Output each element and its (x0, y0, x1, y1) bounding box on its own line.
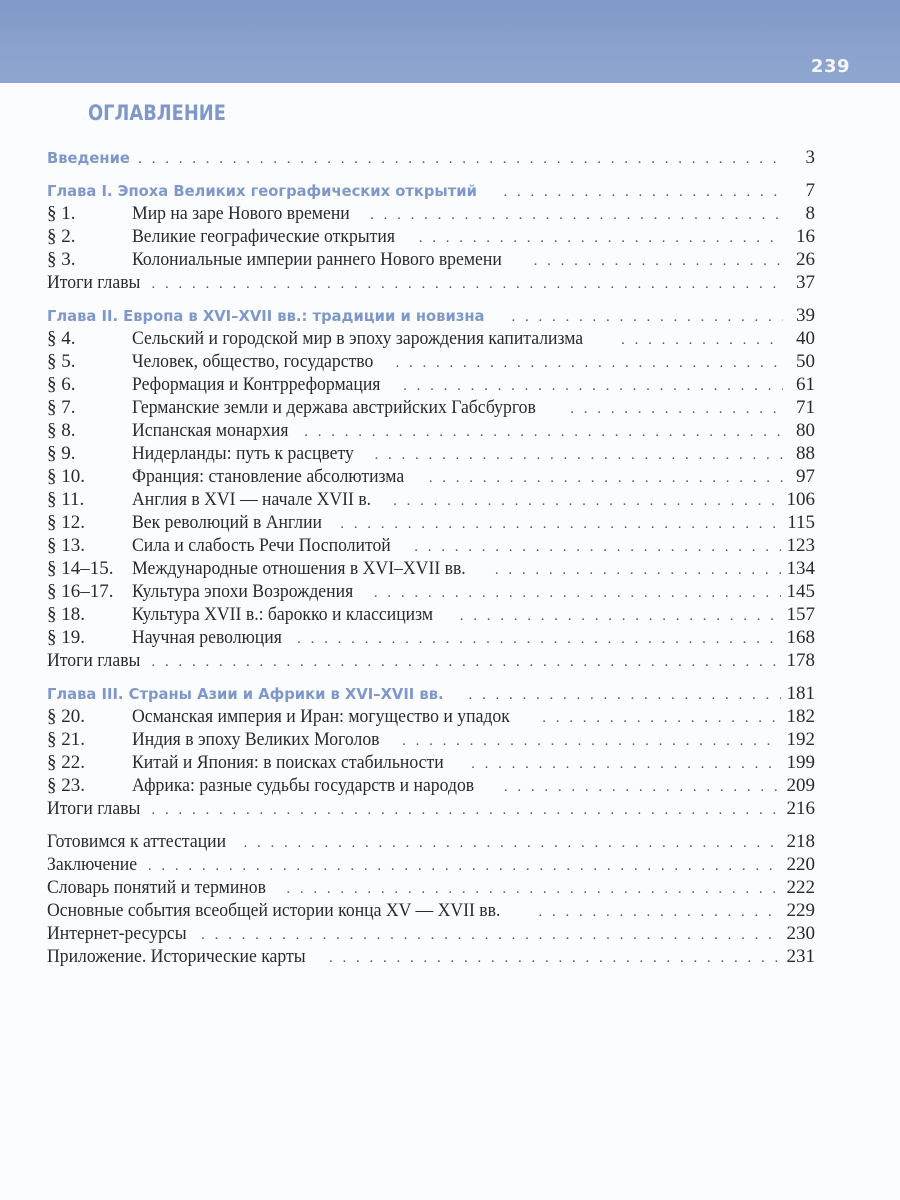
page-title: ОГЛАВЛЕНИЕ (88, 101, 226, 125)
section-page: 123 (786, 535, 815, 556)
section-title: Научная революция (132, 627, 282, 648)
dot-leader (504, 181, 783, 204)
section-number: § 7. (47, 397, 76, 418)
toc-section[interactable] (47, 419, 815, 442)
section-number: § 6. (47, 374, 76, 395)
section-title: Культура XVII в.: барокко и классицизм (132, 604, 434, 625)
dot-leader (244, 832, 781, 855)
toc-appendix-item[interactable] (47, 853, 815, 876)
section-title: Индия в эпоху Великих Моголов (132, 729, 380, 750)
toc-section[interactable] (47, 728, 815, 751)
dot-leader (396, 352, 783, 375)
section-page: 157 (786, 604, 815, 625)
dot-leader (329, 947, 780, 970)
dot-leader (151, 799, 780, 822)
dot-leader (148, 855, 781, 878)
toc-entry-intro[interactable] (47, 146, 815, 169)
dot-leader (429, 467, 783, 490)
section-number: § 16–17. (47, 581, 114, 602)
entry-title: Введение (47, 149, 130, 167)
toc-appendix-item[interactable] (47, 876, 815, 899)
section-number: § 18. (47, 604, 85, 625)
header-band (0, 0, 900, 83)
section-number: § 22. (47, 752, 85, 773)
section-title: Сила и слабость Речи Посполитой (132, 535, 391, 556)
dot-leader (495, 559, 781, 582)
toc-chapter-summary[interactable] (47, 649, 815, 672)
toc-appendix-item[interactable] (47, 830, 815, 853)
entry-page: 3 (805, 147, 815, 168)
section-page: 134 (786, 558, 815, 579)
section-number: § 19. (47, 627, 85, 648)
section-page: 97 (796, 466, 815, 487)
appendix-page: 220 (786, 854, 815, 875)
dot-leader (370, 204, 783, 227)
toc-section[interactable] (47, 534, 815, 557)
dot-leader (460, 605, 781, 628)
section-page: 182 (786, 706, 815, 727)
dot-leader (393, 490, 780, 513)
section-number: § 9. (47, 443, 76, 464)
toc-section[interactable] (47, 396, 815, 419)
toc-section[interactable] (47, 350, 815, 373)
dot-leader (201, 924, 780, 947)
section-number: § 23. (47, 775, 85, 796)
section-title: Великие географические открытия (132, 226, 395, 247)
summary-title: Итоги главы (47, 798, 141, 819)
section-title: Реформация и Контрреформация (132, 374, 381, 395)
section-number: § 5. (47, 351, 76, 372)
section-page: 71 (796, 397, 815, 418)
section-title: Англия в XVI — начале XVII в. (132, 489, 372, 510)
appendix-title: Словарь понятий и терминов (47, 877, 266, 898)
section-title: Германские земли и держава австрийских Габсбургов (132, 397, 536, 418)
toc-chapter-3[interactable] (47, 682, 815, 705)
section-page: 26 (796, 249, 815, 270)
section-page: 50 (796, 351, 815, 372)
dot-leader (469, 684, 781, 707)
toc-section[interactable] (47, 603, 815, 626)
toc-section[interactable] (47, 465, 815, 488)
section-title: Культура эпохи Возрождения (132, 581, 354, 602)
dot-leader (402, 730, 780, 753)
page-number: 239 (810, 56, 850, 77)
section-page: 8 (805, 203, 815, 224)
section-number: § 14–15. (47, 558, 114, 579)
section-title: Испанская монархия (132, 420, 289, 441)
section-number: § 13. (47, 535, 85, 556)
appendix-page: 229 (786, 900, 815, 921)
toc-chapter-2[interactable] (47, 304, 815, 327)
toc-section[interactable] (47, 511, 815, 534)
toc-section[interactable] (47, 580, 815, 603)
section-number: § 8. (47, 420, 76, 441)
appendix-title: Готовимся к аттестации (47, 831, 227, 852)
section-page: 168 (786, 627, 815, 648)
appendix-page: 222 (786, 877, 815, 898)
toc-section[interactable] (47, 626, 815, 649)
dot-leader (374, 582, 781, 605)
section-page: 192 (786, 729, 815, 750)
dot-leader (419, 227, 783, 250)
toc-chapter-summary[interactable] (47, 797, 815, 820)
dot-leader (414, 536, 780, 559)
section-page: 106 (786, 489, 815, 510)
chapter-page: 181 (786, 683, 815, 704)
dot-leader (151, 273, 783, 296)
section-title: Нидерланды: путь к расцвету (132, 443, 354, 464)
section-title: Османская империя и Иран: могущество и упадок (132, 706, 510, 727)
dot-leader (539, 901, 781, 924)
dot-leader (340, 513, 781, 536)
appendix-title: Основные события всеобщей истории конца XV — XVII вв. (47, 900, 501, 921)
dot-leader (504, 776, 781, 799)
section-number: § 12. (47, 512, 85, 533)
section-number: § 20. (47, 706, 85, 727)
section-page: 199 (786, 752, 815, 773)
section-page: 145 (786, 581, 815, 602)
section-page: 115 (787, 512, 815, 533)
section-number: § 1. (47, 203, 76, 224)
section-title: Международные отношения в XVI–XVII вв. (132, 558, 466, 579)
section-page: 88 (796, 443, 815, 464)
toc-section[interactable] (47, 751, 815, 774)
section-title: Африка: разные судьбы государств и народов (132, 775, 475, 796)
toc-chapter-1[interactable] (47, 179, 815, 202)
dot-leader (403, 375, 783, 398)
section-page: 40 (796, 328, 815, 349)
dot-leader (542, 707, 780, 730)
section-page: 209 (786, 775, 815, 796)
section-number: § 10. (47, 466, 85, 487)
section-page: 61 (796, 374, 815, 395)
section-page: 16 (796, 226, 815, 247)
chapter-title: Глава I. Эпоха Великих географических открытий (47, 182, 477, 200)
toc-section[interactable] (47, 225, 815, 248)
appendix-page: 231 (786, 946, 815, 967)
toc-section[interactable] (47, 488, 815, 511)
dot-leader (138, 148, 783, 171)
section-number: § 2. (47, 226, 76, 247)
section-number: § 11. (47, 489, 85, 510)
toc-section[interactable] (47, 327, 815, 350)
toc-section[interactable] (47, 774, 815, 797)
section-title: Человек, общество, государство (132, 351, 374, 372)
section-title: Мир на заре Нового времени (132, 203, 350, 224)
dot-leader (297, 628, 780, 651)
summary-title: Итоги главы (47, 272, 141, 293)
toc-appendix-item[interactable] (47, 899, 815, 922)
appendix-page: 230 (786, 923, 815, 944)
dot-leader (286, 878, 780, 901)
chapter-page: 7 (805, 180, 815, 201)
section-number: § 4. (47, 328, 76, 349)
summary-page: 37 (796, 272, 815, 293)
dot-leader (534, 250, 783, 273)
toc-section[interactable] (47, 248, 815, 271)
toc-appendix-item[interactable] (47, 945, 815, 968)
toc-appendix-item[interactable] (47, 922, 815, 945)
section-title: Век революций в Англии (132, 512, 322, 533)
table-of-contents (47, 146, 815, 968)
section-title: Сельский и городской мир в эпоху зарождения капитализма (132, 328, 584, 349)
chapter-title: Глава III. Страны Азии и Африки в XVI–XVII вв. (47, 685, 444, 703)
summary-page: 178 (786, 650, 815, 671)
toc-section[interactable] (47, 442, 815, 465)
dot-leader (304, 421, 783, 444)
toc-section[interactable] (47, 705, 815, 728)
section-title: Китай и Япония: в поисках стабильности (132, 752, 444, 773)
appendix-title: Заключение (47, 854, 138, 875)
dot-leader (375, 444, 783, 467)
toc-section[interactable] (47, 557, 815, 580)
chapter-page: 39 (796, 305, 815, 326)
summary-page: 216 (786, 798, 815, 819)
toc-section[interactable] (47, 202, 815, 225)
appendix-title: Интернет-ресурсы (47, 923, 187, 944)
section-number: § 21. (47, 729, 85, 750)
dot-leader (151, 651, 780, 674)
dot-leader (512, 306, 783, 329)
section-number: § 3. (47, 249, 76, 270)
dot-leader (471, 753, 780, 776)
section-page: 80 (796, 420, 815, 441)
appendix-page: 218 (786, 831, 815, 852)
toc-chapter-summary[interactable] (47, 271, 815, 294)
section-title: Франция: становление абсолютизма (132, 466, 405, 487)
summary-title: Итоги главы (47, 650, 141, 671)
dot-leader (570, 398, 783, 421)
dot-leader (621, 329, 783, 352)
section-title: Колониальные империи раннего Нового времени (132, 249, 502, 270)
toc-section[interactable] (47, 373, 815, 396)
chapter-title: Глава II. Европа в XVI–XVII вв.: традиции и новизна (47, 307, 485, 325)
appendix-title: Приложение. Исторические карты (47, 946, 306, 967)
